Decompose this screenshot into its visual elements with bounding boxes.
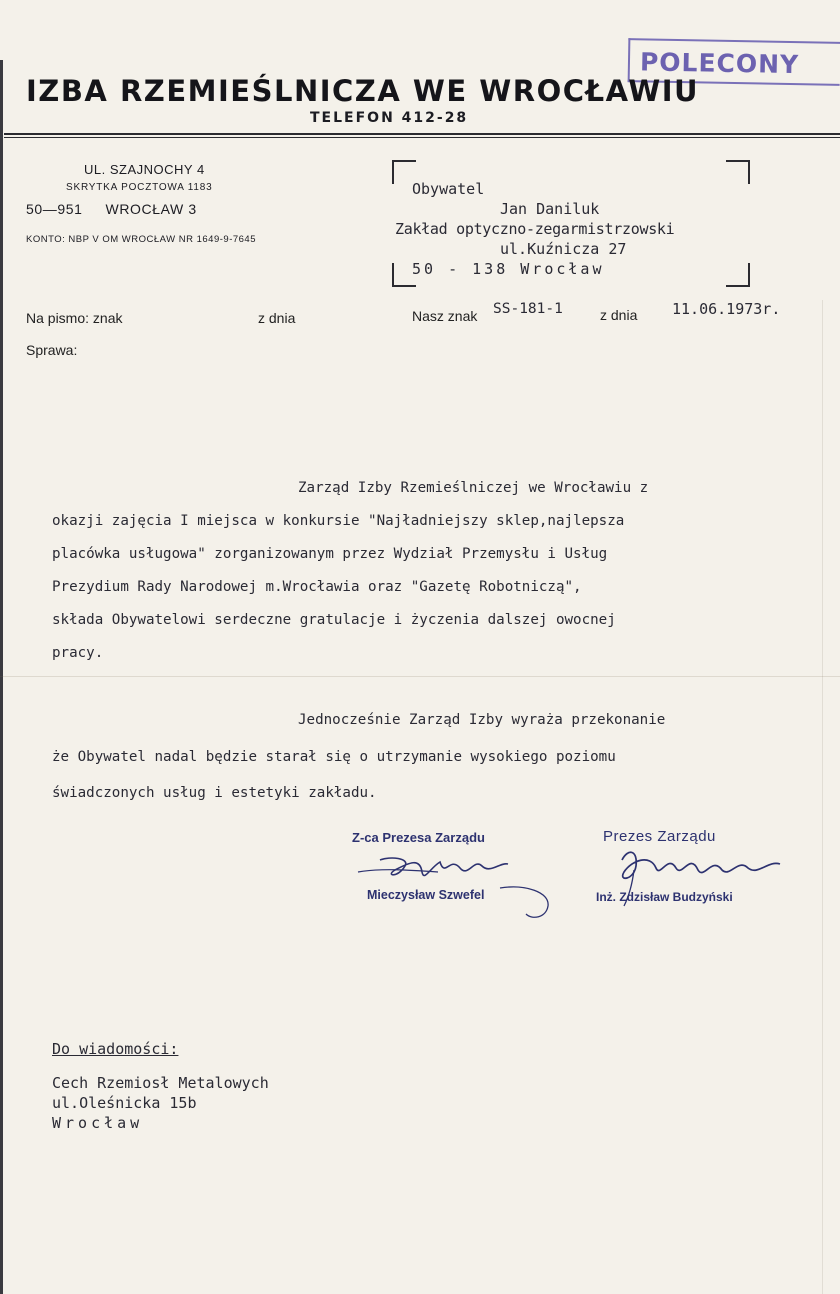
body-p1-line-5: składa Obywatelowi serdeczne gratulacje i życzenia dalszej owocnej bbox=[52, 612, 616, 628]
distribution-line-3: Wrocław bbox=[52, 1114, 144, 1132]
signatory-left-title: Z-ca Prezesa Zarządu bbox=[352, 830, 485, 845]
z-dnia-label-1: z dnia bbox=[258, 310, 296, 326]
polecony-stamp: POLECONY bbox=[628, 38, 840, 86]
sprawa-label: Sprawa: bbox=[26, 342, 78, 358]
recipient-city: 50 - 138 Wrocław bbox=[412, 260, 605, 278]
sender-city: WROCŁAW 3 bbox=[105, 201, 197, 217]
body-p1-line-3: placówka usługowa" zorganizowanym przez Wydział Przemysłu i Usług bbox=[52, 546, 608, 562]
na-pismo-label: Na pismo: znak bbox=[26, 310, 123, 326]
body-p2-line-3: świadczonych usług i estetyki zakładu. bbox=[52, 785, 377, 801]
recipient-name: Jan Daniluk bbox=[500, 200, 600, 218]
nasz-znak-value: SS-181-1 bbox=[493, 301, 563, 317]
body-p1-line-4: Prezydium Rady Narodowej m.Wrocławia oraz "Gazetę Robotniczą", bbox=[52, 579, 582, 595]
signatory-left-name: Mieczysław Szwefel bbox=[367, 888, 485, 902]
distribution-line-2: ul.Oleśnicka 15b bbox=[52, 1094, 197, 1112]
paper-fold-horizontal bbox=[0, 676, 840, 677]
sender-po-box: SKRYTKA POCZTOWA 1183 bbox=[66, 182, 213, 193]
letterhead-title: IZBA RZEMIEŚLNICZA WE WROCŁAWIU bbox=[26, 74, 700, 108]
distribution-line-1: Cech Rzemiosł Metalowych bbox=[52, 1074, 269, 1092]
body-p1-line-1: Zarząd Izby Rzemieślniczej we Wrocławiu z bbox=[298, 480, 649, 496]
sender-city-line bbox=[26, 201, 197, 217]
body-p2-line-2: że Obywatel nadal będzie starał się o utrzymanie wysokiego poziomu bbox=[52, 749, 616, 765]
signatory-right-title: Prezes Zarządu bbox=[603, 828, 716, 845]
distribution-title: Do wiadomości: bbox=[52, 1040, 179, 1058]
sender-postcode: 50—951 bbox=[26, 201, 83, 217]
signatory-right-name: Inż. Zdzisław Budzyński bbox=[596, 890, 733, 904]
recipient-street: ul.Kuźnicza 27 bbox=[500, 240, 627, 258]
recipient-line-1: Obywatel bbox=[412, 180, 485, 198]
paper-fold-vertical bbox=[822, 300, 823, 1294]
letter-date: 11.06.1973r. bbox=[672, 300, 781, 318]
letterhead-rule bbox=[4, 133, 840, 135]
body-p2-line-1: Jednocześnie Zarząd Izby wyraża przekonanie bbox=[298, 712, 666, 728]
letterhead-telefon: TELEFON 412-28 bbox=[310, 110, 469, 126]
body-p1-line-2: okazji zajęcia I miejsca w konkursie "Najładniejszy sklep,najlepsza bbox=[52, 513, 625, 529]
nasz-znak-label: Nasz znak bbox=[412, 308, 478, 324]
page-left-edge bbox=[0, 60, 3, 1294]
letterhead-rule-thin bbox=[4, 137, 840, 138]
recipient-business: Zakład optyczno-zegarmistrzowski bbox=[395, 220, 675, 238]
sender-bank-account: KONTO: NBP V OM WROCŁAW NR 1649-9-7645 bbox=[26, 234, 256, 245]
z-dnia-label-2: z dnia bbox=[600, 307, 638, 323]
body-p1-line-6: pracy. bbox=[52, 645, 104, 661]
sender-street: UL. SZAJNOCHY 4 bbox=[84, 162, 205, 177]
